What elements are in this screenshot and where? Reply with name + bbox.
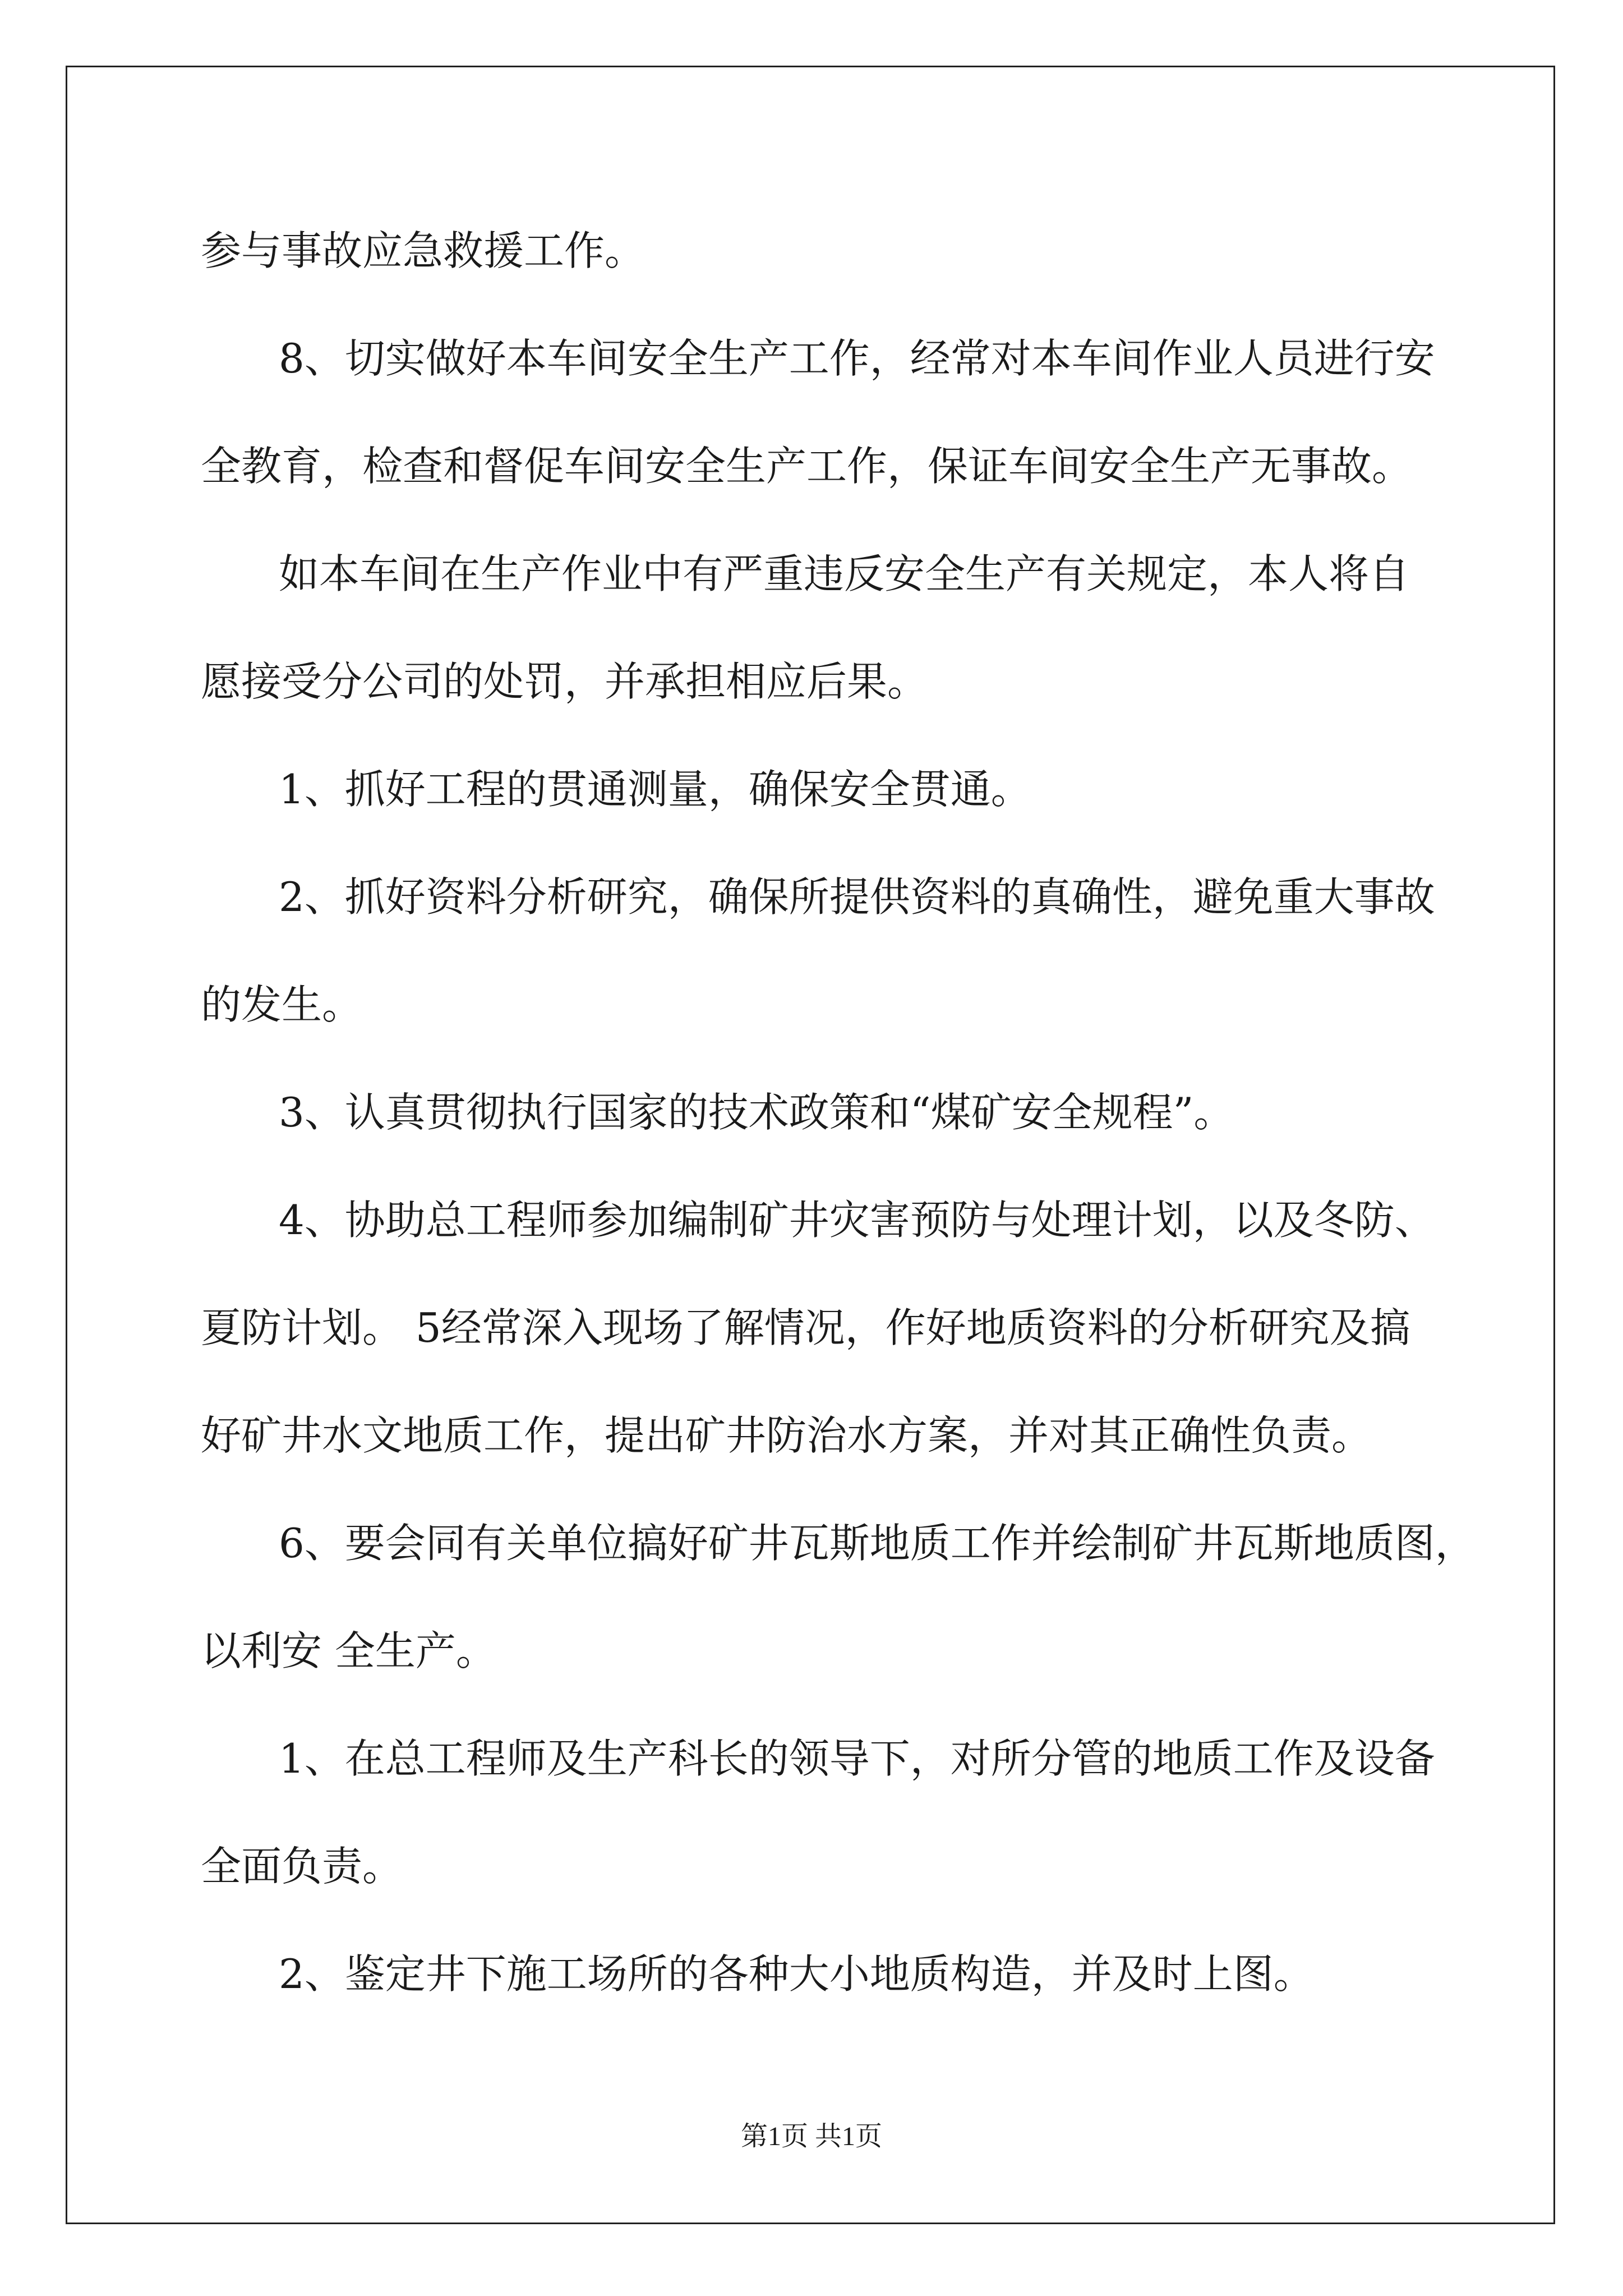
text-line: 愿接受分公司的处罚，并承担相应后果。 bbox=[201, 658, 928, 705]
text-line: 4、协助总工程师参加编制矿井灾害预防与处理计划，以及冬防、 bbox=[279, 1197, 1435, 1244]
text-line: 3、认真贯彻执行国家的技术政策和“煤矿安全规程”。 bbox=[279, 1089, 1234, 1136]
text-line: 2、抓好资料分析研究，确保所提供资料的真确性，避免重大事故 bbox=[279, 873, 1435, 921]
text-line: 1、抓好工程的贯通测量，确保安全贯通。 bbox=[279, 766, 1031, 813]
text-line: 参与事故应急救援工作。 bbox=[201, 227, 645, 274]
text-line: 的发生。 bbox=[201, 981, 363, 1028]
text-line: 夏防计划。 5经常深入现场了解情况，作好地质资料的分析研究及搞 bbox=[201, 1304, 1410, 1351]
text-line: 全面负责。 bbox=[201, 1843, 403, 1890]
text-line: 1、在总工程师及生产科长的领导下，对所分管的地质工作及设备 bbox=[279, 1735, 1435, 1782]
text-line: 全教育，检查和督促车间安全生产工作，保证车间安全生产无事故。 bbox=[201, 443, 1413, 490]
text-line: 如本车间在生产作业中有严重违反安全生产有关规定，本人将自 bbox=[279, 550, 1410, 597]
text-line: 以利安 全生产。 bbox=[201, 1627, 496, 1674]
text-line: 8、切实做好本车间安全生产工作，经常对本车间作业人员进行安 bbox=[279, 335, 1435, 382]
page-border bbox=[66, 66, 1555, 2224]
page-number-label: 第1页 共1页 bbox=[740, 2122, 882, 2151]
page-footer bbox=[0, 2123, 1623, 2150]
text-line: 2、鉴定井下施工场所的各种大小地质构造，并及时上图。 bbox=[279, 1950, 1314, 1998]
text-line: 6、要会同有关单位搞好矿井瓦斯地质工作并绘制矿井瓦斯地质图， bbox=[279, 1520, 1476, 1567]
text-line: 好矿井水文地质工作，提出矿井防治水方案，并对其正确性负责。 bbox=[201, 1412, 1372, 1459]
